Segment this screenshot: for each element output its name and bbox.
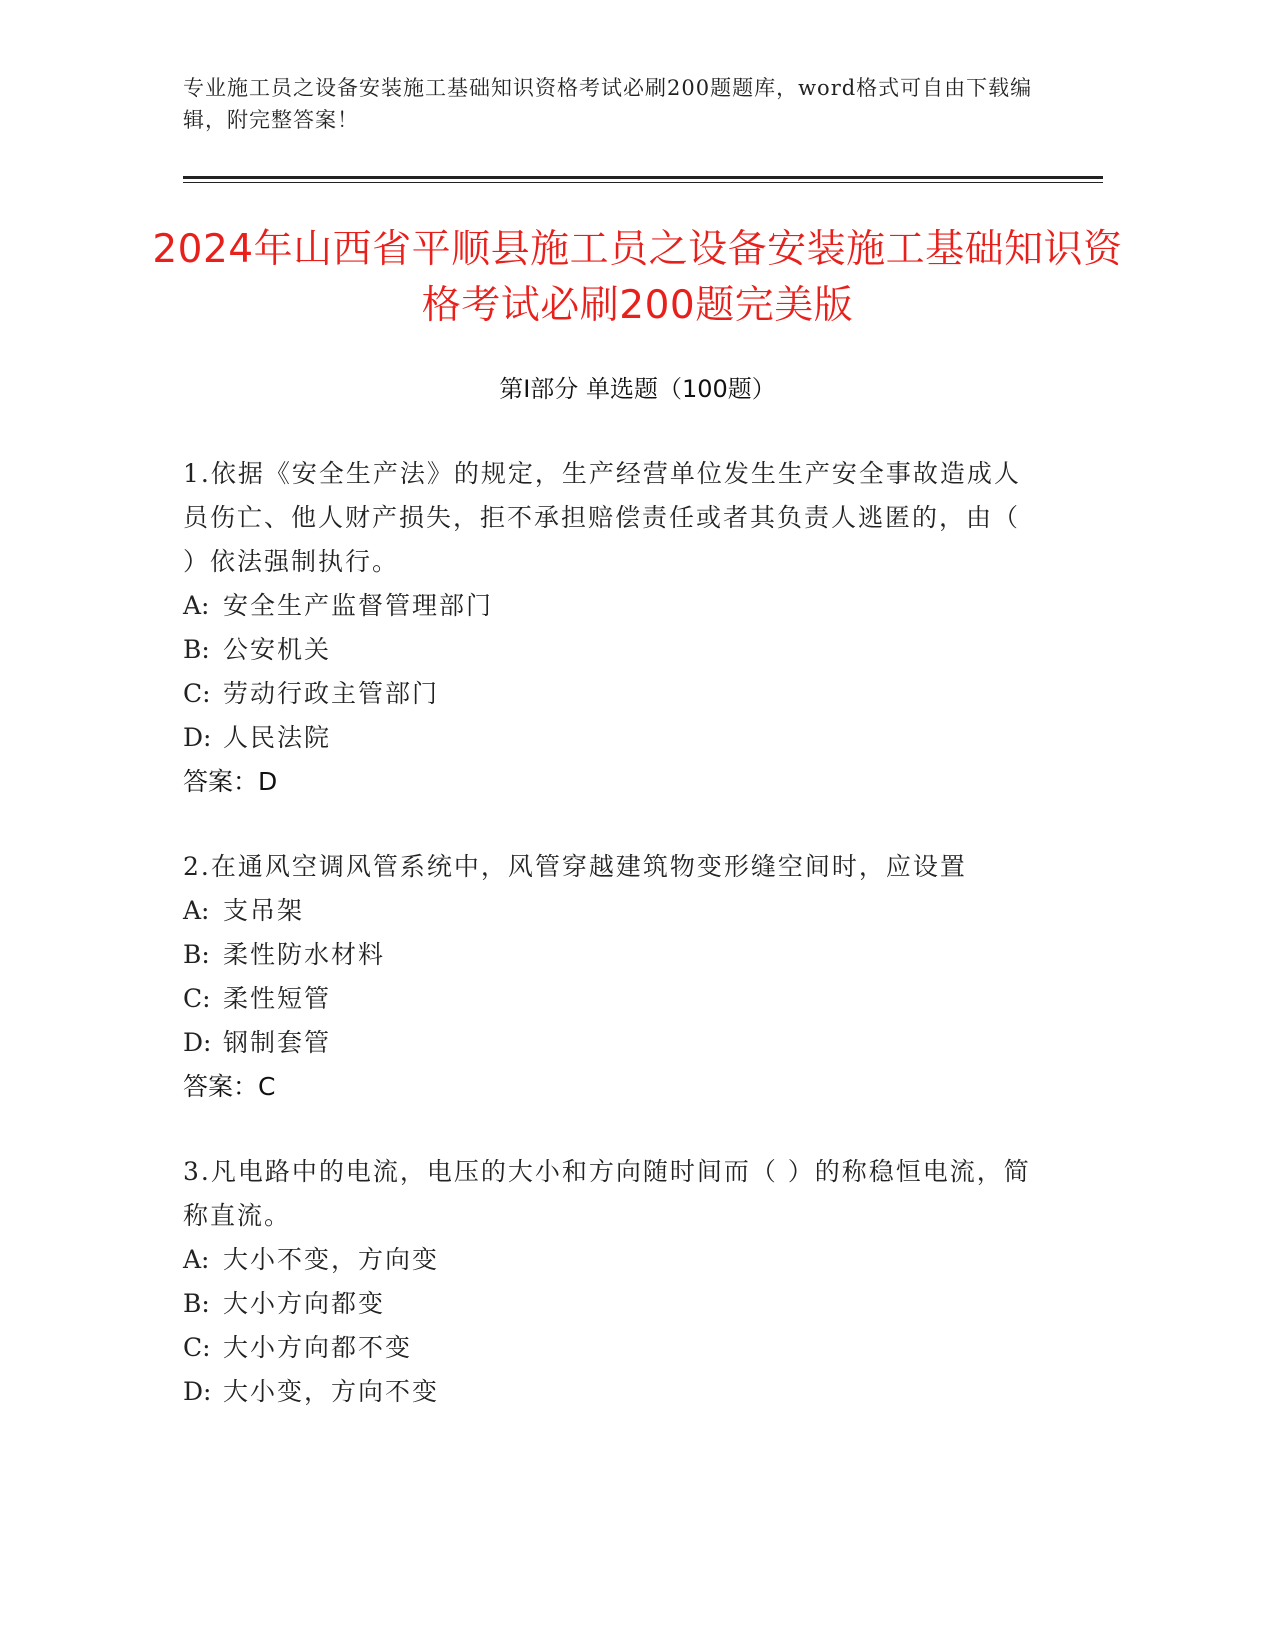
option-key: D: xyxy=(183,723,212,752)
option-text: 钢制套管 xyxy=(223,1028,332,1057)
header-rule-thin xyxy=(183,182,1103,183)
option-key: B: xyxy=(183,1289,210,1318)
section-title: 第Ⅰ部分 单选题（100题） xyxy=(499,375,776,403)
option-c xyxy=(183,1326,1043,1370)
option-text: 柔性防水材料 xyxy=(223,940,386,969)
option-c xyxy=(183,672,1043,716)
question-stem: 3.凡电路中的电流，电压的大小和方向随时间而（ ）的称稳恒电流，简称直流。 xyxy=(183,1157,1031,1230)
option-a xyxy=(183,889,1043,933)
question-stem: 1.依据《安全生产法》的规定，生产经营单位发生生产安全事故造成人员伤亡、他人财产损失，拒不承担赔偿责任或者其负责人逃匿的，由（ ）依法强制执行。 xyxy=(183,459,1021,576)
header-note: 专业施工员之设备安装施工基础知识资格考试必刷200题题库，word格式可自由下载编辑，附完整答案！ xyxy=(183,76,1033,132)
option-a xyxy=(183,584,1043,628)
option-b xyxy=(183,933,1043,977)
option-text: 公安机关 xyxy=(223,635,332,664)
question-stem: 2.在通风空调风管系统中，风管穿越建筑物变形缝空间时，应设置 xyxy=(183,852,967,881)
option-text: 劳动行政主管部门 xyxy=(223,679,440,708)
question-3 xyxy=(183,1150,1043,1414)
option-text: 支吊架 xyxy=(223,896,305,925)
option-key: A: xyxy=(183,591,210,620)
option-b xyxy=(183,1282,1043,1326)
option-d xyxy=(183,1021,1043,1065)
option-key: B: xyxy=(183,635,210,664)
option-a xyxy=(183,1238,1043,1282)
question-1 xyxy=(183,452,1043,804)
option-text: 人民法院 xyxy=(223,723,332,752)
option-key: A: xyxy=(183,1245,210,1274)
option-key: D: xyxy=(183,1028,212,1057)
answer: 答案：C xyxy=(183,1072,276,1101)
option-text: 柔性短管 xyxy=(223,984,332,1013)
option-d xyxy=(183,716,1043,760)
option-key: C: xyxy=(183,679,211,708)
option-key: C: xyxy=(183,984,211,1013)
document-title: 2024年山西省平顺县施工员之设备安装施工基础知识资格考试必刷200题完美版 xyxy=(152,227,1123,328)
header-rule-thick xyxy=(183,176,1103,179)
option-text: 大小变，方向不变 xyxy=(223,1377,440,1406)
option-b xyxy=(183,628,1043,672)
option-key: D: xyxy=(183,1377,212,1406)
option-key: C: xyxy=(183,1333,211,1362)
option-c xyxy=(183,977,1043,1021)
option-text: 安全生产监督管理部门 xyxy=(223,591,494,620)
option-key: B: xyxy=(183,940,210,969)
option-d xyxy=(183,1370,1043,1414)
option-text: 大小方向都不变 xyxy=(223,1333,413,1362)
option-text: 大小不变，方向变 xyxy=(223,1245,440,1274)
answer: 答案：D xyxy=(183,767,278,796)
option-text: 大小方向都变 xyxy=(223,1289,386,1318)
option-key: A: xyxy=(183,896,210,925)
question-2 xyxy=(183,845,1043,1109)
